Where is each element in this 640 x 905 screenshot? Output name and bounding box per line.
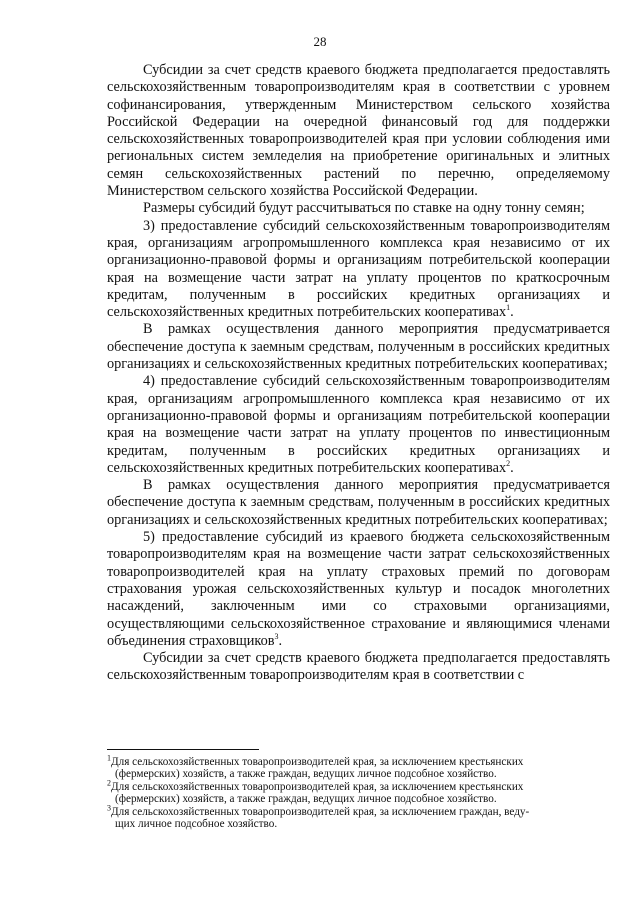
footnote-3: $^3$Для сельскохозяйственных товаропроизводителей края, за исключением граждан, веду- [107, 802, 530, 818]
footnote-2-continuation: (фермерских) хозяйств, а также граждан, ведущих личное подсобное хозяйство. [115, 793, 497, 806]
paragraph-subsidy-rate: Размеры субсидий будут рассчитываться по ставке на одну тонну семян; [143, 200, 585, 217]
paragraph-credit-access-1: В рамках осуществления данного мероприятия предусматривается обеспечение доступа к заемным средствам, полученным в российских кредитных организациях и сельскохозяйственных кредитных потребительских кооперативах; [107, 321, 610, 373]
footnote-ref-3[interactable]: 3 [274, 632, 279, 642]
paragraph-seed-subsidies: Субсидии за счет средств краевого бюджета предполагается предоставлять сельскохозяйственным товаропроизводителям края в соответствии с уровнем софинансирования, утвержденным Министерством сельского хозяйства Российской Федерации на очередной финансовый год для поддержки сельскохозяйственных товаропроизводителей края при условии соблюдения ими региональных систем земледелия на приобретение оригинальных и элитных семян сельскохозяйственных растений по перечню, определяемому Министерством сельского хозяйства Российской Федерации. [107, 62, 610, 200]
footnote-separator [107, 749, 259, 750]
paragraph-credit-access-2: В рамках осуществления данного мероприятия предусматривается обеспечение доступа к заемным средствам, полученным в российских кредитных организациях и сельскохозяйственных кредитных потребительских кооперативах; [107, 477, 610, 528]
paragraph-item-5: 5) предоставление субсидий из краевого бюджета сельскохозяйственным товаропроизводителям края на возмещение части затрат сельскохозяйственных товаропроизводителей края на уплату страховых премий по договорам страхования урожая сельскохозяйственных культур и посадок многолетних насаждений, заключенным ими со страховыми организациями, осуществляющими сельскохозяйственное страхование и являющимися членами объединения страховщиков$^3$. [107, 529, 610, 649]
footnote-3-continuation: щих личное подсобное хозяйство. [115, 818, 278, 831]
footnote-2: $^2$Для сельскохозяйственных товаропроизводителей края, за исключением крестьянских [107, 778, 524, 793]
paragraph-item-4: 4) предоставление субсидий сельскохозяйственным товаропроизводителям края, организациям агропромышленного комплекса края независимо от их организационно-правовой формы и организациям потребительской кооперации края на возмещение части затрат на уплату процентов по инвестиционным кредитам, полученным в российских кредитных организациях и сельскохозяйственных кредитных потребительских кооперативах$^2$. [107, 373, 610, 476]
footnotes [107, 753, 610, 831]
paragraph-subsidies-continued: Субсидии за счет средств краевого бюджета предполагается предоставлять сельскохозяйственным товаропроизводителям края в соответствии с [107, 650, 610, 684]
paragraph-item-3: 3) предоставление субсидий сельскохозяйственным товаропроизводителям края, организациям агропромышленного комплекса края независимо от их организационно-правовой формы и организациям потребительской кооперации края на возмещение части затрат на уплату процентов по краткосрочным кредитам, полученным в российских кредитных организациях и сельскохозяйственных кредитных потребительских кооперативах$^1$. [107, 217, 610, 321]
page-number: 28 [313, 34, 327, 49]
footnote-ref-2[interactable]: 2 [506, 459, 511, 469]
footnote-1-continuation: (фермерских) хозяйств, а также граждан, ведущих личное подсобное хозяйство. [115, 768, 497, 781]
footnote-1: $^1$Для сельскохозяйственных товаропроизводителей края, за исключением крестьянских [107, 753, 524, 768]
body-text [107, 62, 610, 685]
footnote-ref-1[interactable]: 1 [506, 303, 511, 313]
